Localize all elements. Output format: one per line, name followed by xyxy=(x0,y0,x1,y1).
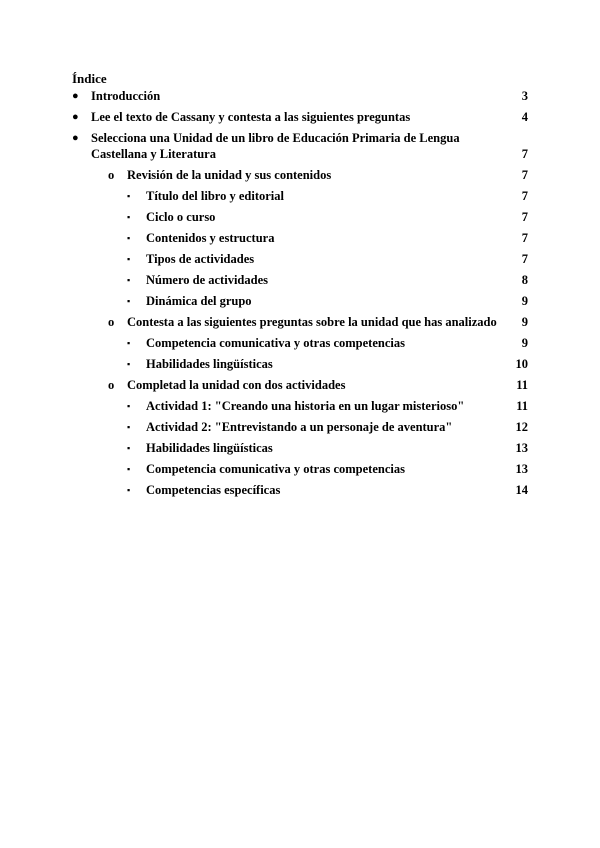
toc-bullet-icon: ▪ xyxy=(127,464,131,474)
toc-page-number: 7 xyxy=(521,252,528,266)
toc-page-number: 4 xyxy=(521,110,528,124)
toc-page-number: 9 xyxy=(521,315,528,329)
toc-bullet-icon: ● xyxy=(72,132,79,144)
toc-entry[interactable] xyxy=(0,130,600,162)
toc-bullet-icon: o xyxy=(108,168,115,182)
toc-bullet-icon: ▪ xyxy=(127,212,131,222)
toc-page-number: 10 xyxy=(515,357,528,371)
toc-bullet-icon: ▪ xyxy=(127,422,131,432)
toc-bullet-icon: ▪ xyxy=(127,359,131,369)
toc-page-number: 13 xyxy=(515,462,528,476)
toc-entry-text: Actividad 2: "Entrevistando a un personaje de aventura" xyxy=(146,420,453,434)
toc-entry-text: Habilidades lingüísticas xyxy=(146,357,273,371)
toc-entry[interactable] xyxy=(0,230,600,246)
toc-page-number: 7 xyxy=(521,147,528,161)
toc-bullet-icon: ▪ xyxy=(127,485,131,495)
toc-bullet-icon: ▪ xyxy=(127,338,131,348)
toc-bullet-icon: ▪ xyxy=(127,401,131,411)
toc-entry-text: Competencias específicas xyxy=(146,483,281,497)
toc-page-number: 11 xyxy=(516,378,528,392)
toc-entry[interactable] xyxy=(0,419,600,435)
toc-entry[interactable] xyxy=(0,188,600,204)
toc-entry-text: Ciclo o curso xyxy=(146,210,216,224)
toc-entry[interactable] xyxy=(0,293,600,309)
toc-entry-text: Lee el texto de Cassany y contesta a las siguientes preguntas xyxy=(91,110,411,124)
toc-entry-text: Contesta a las siguientes preguntas sobre la unidad que has analizado xyxy=(127,315,497,329)
toc-entry[interactable] xyxy=(0,109,600,125)
toc-entry-text: Dinámica del grupo xyxy=(146,294,252,308)
toc-bullet-icon: ● xyxy=(72,90,79,102)
toc-entry[interactable] xyxy=(0,335,600,351)
toc-entry[interactable] xyxy=(0,482,600,498)
toc-bullet-icon: ▪ xyxy=(127,254,131,264)
toc-bullet-icon: o xyxy=(108,378,115,392)
toc-entry-text: Actividad 1: "Creando una historia en un lugar misterioso" xyxy=(146,399,465,413)
toc-entry-text: Número de actividades xyxy=(146,273,268,287)
toc-entry[interactable] xyxy=(0,377,600,393)
toc-entry[interactable] xyxy=(0,356,600,372)
toc-entry-text: Completad la unidad con dos actividades xyxy=(127,378,346,392)
toc-entry[interactable] xyxy=(0,88,600,104)
toc-entry-text: Revisión de la unidad y sus contenidos xyxy=(127,168,332,182)
toc-entry[interactable] xyxy=(0,272,600,288)
toc-entry-text: Habilidades lingüísticas xyxy=(146,441,273,455)
toc-entry[interactable] xyxy=(0,209,600,225)
toc-bullet-icon: ▪ xyxy=(127,275,131,285)
toc-entry-text: Contenidos y estructura xyxy=(146,231,275,245)
toc-page-number: 12 xyxy=(515,420,528,434)
toc-entry-text: Selecciona una Unidad de un libro de Educación Primaria de Lengua Castellana y Literatura xyxy=(91,131,460,161)
toc-entry[interactable] xyxy=(0,398,600,414)
toc-bullet-icon: ▪ xyxy=(127,233,131,243)
toc-entry-text: Tipos de actividades xyxy=(146,252,255,266)
toc-page-number: 7 xyxy=(521,168,528,182)
toc-bullet-icon: o xyxy=(108,315,115,329)
toc-entry[interactable] xyxy=(0,167,600,183)
toc-entry-text: Introducción xyxy=(91,89,161,103)
toc-page-number: 7 xyxy=(521,189,528,203)
toc-entry-text: Título del libro y editorial xyxy=(146,189,284,203)
toc-entry-text: Competencia comunicativa y otras competencias xyxy=(146,336,405,350)
toc-entry-text: Competencia comunicativa y otras competencias xyxy=(146,462,405,476)
toc-bullet-icon: ● xyxy=(72,111,79,123)
toc-bullet-icon: ▪ xyxy=(127,296,131,306)
toc-page-number: 7 xyxy=(521,231,528,245)
toc-page-number: 11 xyxy=(516,399,528,413)
toc-page-number: 8 xyxy=(521,273,528,287)
toc-entry[interactable] xyxy=(0,251,600,267)
toc-entry[interactable] xyxy=(0,461,600,477)
toc-bullet-icon: ▪ xyxy=(127,191,131,201)
toc-entry[interactable] xyxy=(0,440,600,456)
toc-page-number: 7 xyxy=(521,210,528,224)
toc-bullet-icon: ▪ xyxy=(127,443,131,453)
toc-page-number: 14 xyxy=(515,483,528,497)
toc-page-number: 3 xyxy=(521,89,528,103)
toc-page-number: 9 xyxy=(521,294,528,308)
toc-title: Índice xyxy=(72,71,107,86)
toc-page-number: 9 xyxy=(521,336,528,350)
toc-page-number: 13 xyxy=(515,441,528,455)
toc-entry[interactable] xyxy=(0,314,600,330)
